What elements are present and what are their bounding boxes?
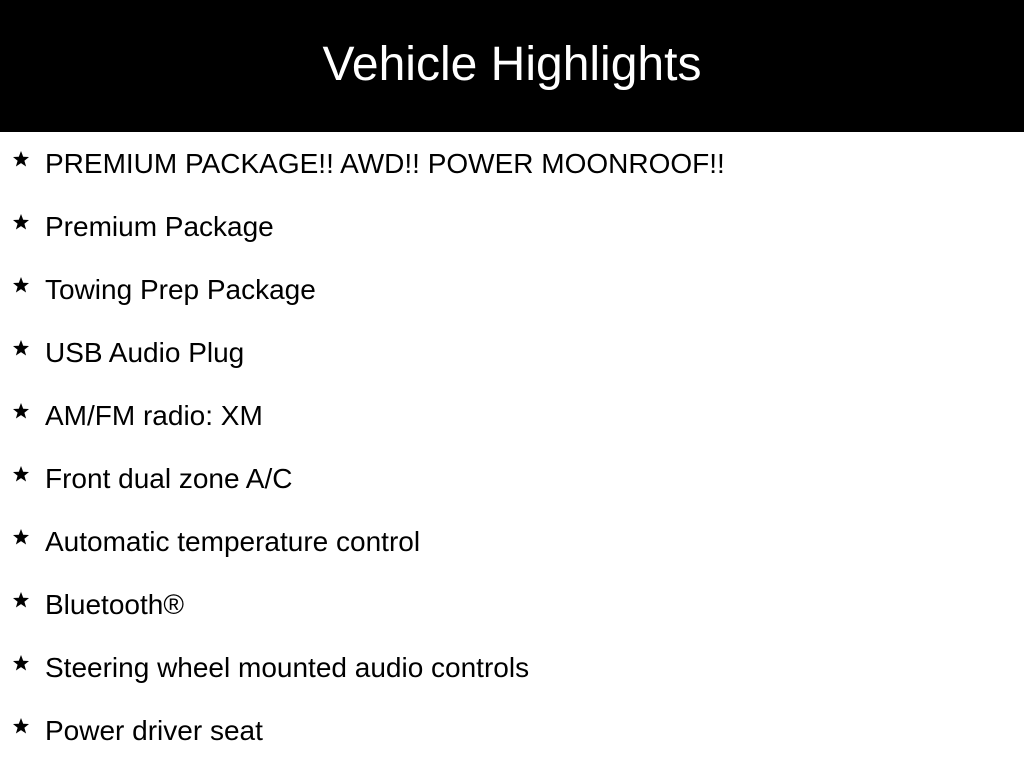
highlight-label: AM/FM radio: XM (45, 400, 263, 431)
highlight-label: Front dual zone A/C (45, 463, 293, 494)
list-item (0, 384, 1024, 447)
highlights-list (0, 132, 1024, 762)
list-item (0, 321, 1024, 384)
list-item (0, 573, 1024, 636)
star-icon (11, 716, 31, 736)
star-icon (11, 149, 31, 169)
page-title: Vehicle Highlights (322, 38, 702, 91)
highlight-label: Premium Package (45, 211, 274, 242)
star-icon (11, 653, 31, 673)
list-item (0, 510, 1024, 573)
list-item (0, 636, 1024, 699)
list-item (0, 699, 1024, 762)
highlight-label: Automatic temperature control (45, 526, 421, 557)
star-icon (11, 401, 31, 421)
star-icon (11, 212, 31, 232)
star-icon (11, 338, 31, 358)
star-icon (11, 590, 31, 610)
highlight-label: Towing Prep Package (45, 274, 316, 305)
list-item (0, 447, 1024, 510)
star-icon (11, 464, 31, 484)
highlight-label: Bluetooth® (45, 589, 184, 620)
star-icon (11, 527, 31, 547)
highlight-label: Steering wheel mounted audio controls (45, 652, 530, 683)
highlight-label: USB Audio Plug (45, 337, 245, 368)
list-item (0, 195, 1024, 258)
list-item (0, 258, 1024, 321)
star-icon (11, 275, 31, 295)
header-bar (0, 0, 1024, 132)
highlight-label: PREMIUM PACKAGE!! AWD!! POWER MOONROOF!! (45, 148, 725, 179)
highlight-label: Power driver seat (45, 715, 263, 746)
list-item (0, 132, 1024, 195)
